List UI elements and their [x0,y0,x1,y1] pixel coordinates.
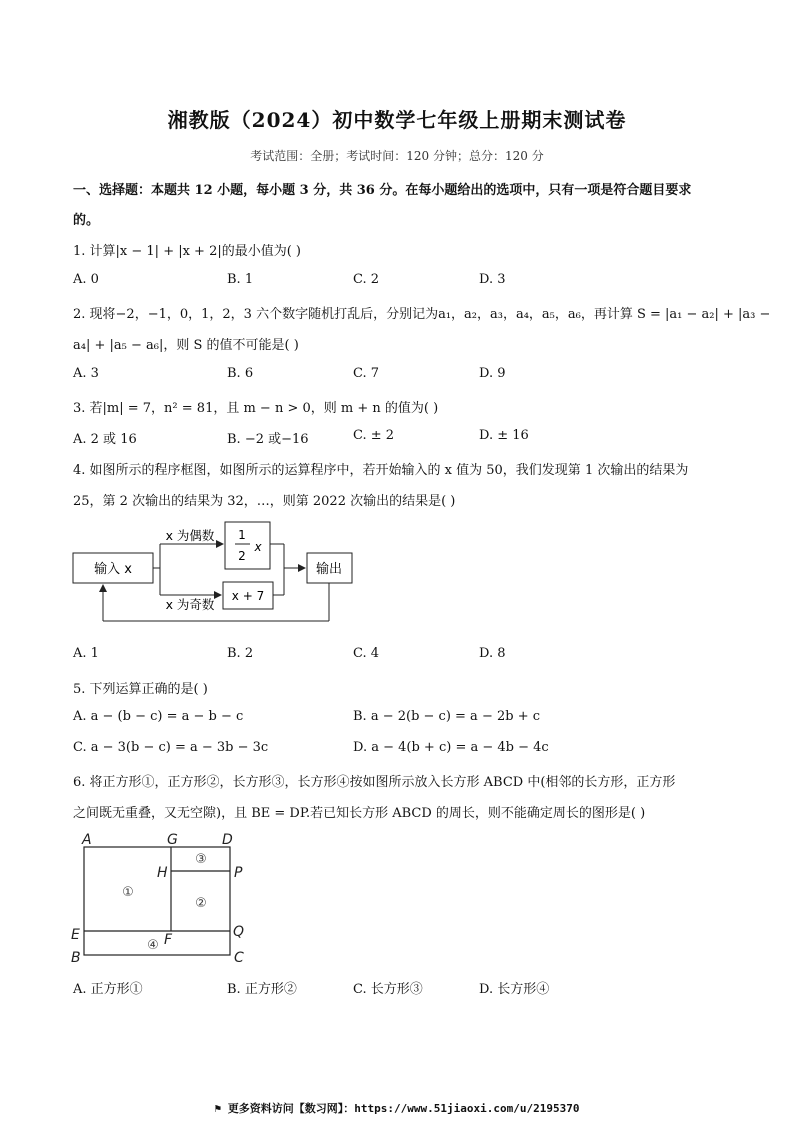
label-A: A [82,832,92,848]
q2-stem: 2. 现将−2，−1，0，1，2，3 六个数字随机打乱后，分别记为a₁，a₂，a₃，a₄，a₅，a₆，再计算 S = |a₁ − a₂| + |a₃ − [73,307,771,322]
q5-option-c: C. a − 3(b − c) = a − 3b − 3c [73,740,269,755]
q4-option-d: D. 8 [479,646,506,661]
q6-option-b: B. 正方形② [227,982,297,997]
footer-text: 更多资料访问【数习网】：https://www.51jiaoxi.com/u/2195370 [227,1102,580,1115]
q5-stem: 5. 下列运算正确的是( ) [73,682,208,697]
exam-info: 考试范围：全册；考试时间：120 分钟；总分：120 分 [250,149,544,163]
q1-option-c: C. 2 [353,272,380,287]
section-heading: 一、选择题：本题共 12 小题，每小题 3 分，共 36 分。在每小题给出的选项中，只有一项是符合题目要求 [73,183,692,198]
flag-icon: ⚑ [214,1102,228,1115]
label-E: E [71,927,80,943]
input-label: 输入 x [94,562,132,577]
even-condition-label: x 为偶数 [165,528,215,543]
q5-option-d: D. a − 4(b + c) = a − 4b − 4c [353,740,549,755]
label-H: H [157,865,168,881]
region-1: ① [122,885,134,900]
q2-stem-cont: a₄| + |a₅ − a₆|，则 S 的值不可能是( ) [73,338,299,353]
half-x-box [225,522,270,569]
q5-option-a: A. a − (b − c) = a − b − c [73,709,244,724]
q6-option-c: C. 长方形③ [353,982,423,997]
label-C: C [234,950,244,966]
q3-option-b: B. −2 或−16 [227,432,309,447]
region-2: ② [195,896,207,911]
q2-option-d: D. 9 [479,366,506,381]
half-denominator: 2 [238,549,246,563]
section-heading-cont: 的。 [73,213,100,228]
q2-option-b: B. 6 [227,366,254,381]
odd-condition-label: x 为奇数 [165,597,215,612]
q4-option-b: B. 2 [227,646,254,661]
q2-option-a: A. 3 [73,366,99,381]
q1-option-d: D. 3 [479,272,506,287]
q4-stem: 4. 如图所示的程序框图，如图所示的运算程序中，若开始输入的 x 值为 50，我们发现第 1 次输出的结果为 [73,463,689,478]
program-flowchart [70,520,370,630]
q2-option-c: C. 7 [353,366,380,381]
label-F: F [164,932,173,948]
footer-link[interactable] [0,1100,794,1116]
q1-option-a: A. 0 [73,272,99,287]
output-label: 输出 [315,562,343,577]
q3-option-d: D. ± 16 [479,428,529,443]
q3-option-a: A. 2 或 16 [73,432,137,447]
q6-option-a: A. 正方形① [73,982,143,997]
plus-seven-label: x + 7 [231,589,265,603]
half-variable: x [254,540,262,554]
q4-stem-cont: 25，第 2 次输出的结果为 32，…，则第 2022 次输出的结果是( ) [73,494,456,509]
label-Q: Q [233,924,245,940]
q4-option-c: C. 4 [353,646,380,661]
region-3: ③ [195,852,207,867]
label-P: P [234,865,243,881]
label-D: D [222,832,233,848]
page-title: 湘教版（2024）初中数学七年级上册期末测试卷 [167,108,627,132]
q3-stem: 3. 若|m| = 7，n² = 81，且 m − n > 0，则 m + n 的值为( ) [73,401,439,416]
q6-stem: 6. 将正方形①，正方形②，长方形③，长方形④按如图所示放入长方形 ABCD 中(相邻的长方形，正方形 [73,775,676,790]
q1-option-b: B. 1 [227,272,254,287]
rectangle-figure [68,826,258,971]
label-G: G [167,832,178,848]
q4-option-a: A. 1 [73,646,99,661]
q3-option-c: C. ± 2 [353,428,395,443]
half-numerator: 1 [238,528,246,542]
label-B: B [71,950,81,966]
region-4: ④ [147,938,159,953]
q5-option-b: B. a − 2(b − c) = a − 2b + c [353,709,540,724]
q6-stem-cont: 之间既无重叠，又无空隙)，且 BE = DP.若已知长方形 ABCD 的周长，则不能确定周长的图形是( ) [73,806,646,821]
q1-stem: 1. 计算|x − 1| + |x + 2|的最小值为( ) [73,244,302,259]
q6-option-d: D. 长方形④ [479,982,550,997]
